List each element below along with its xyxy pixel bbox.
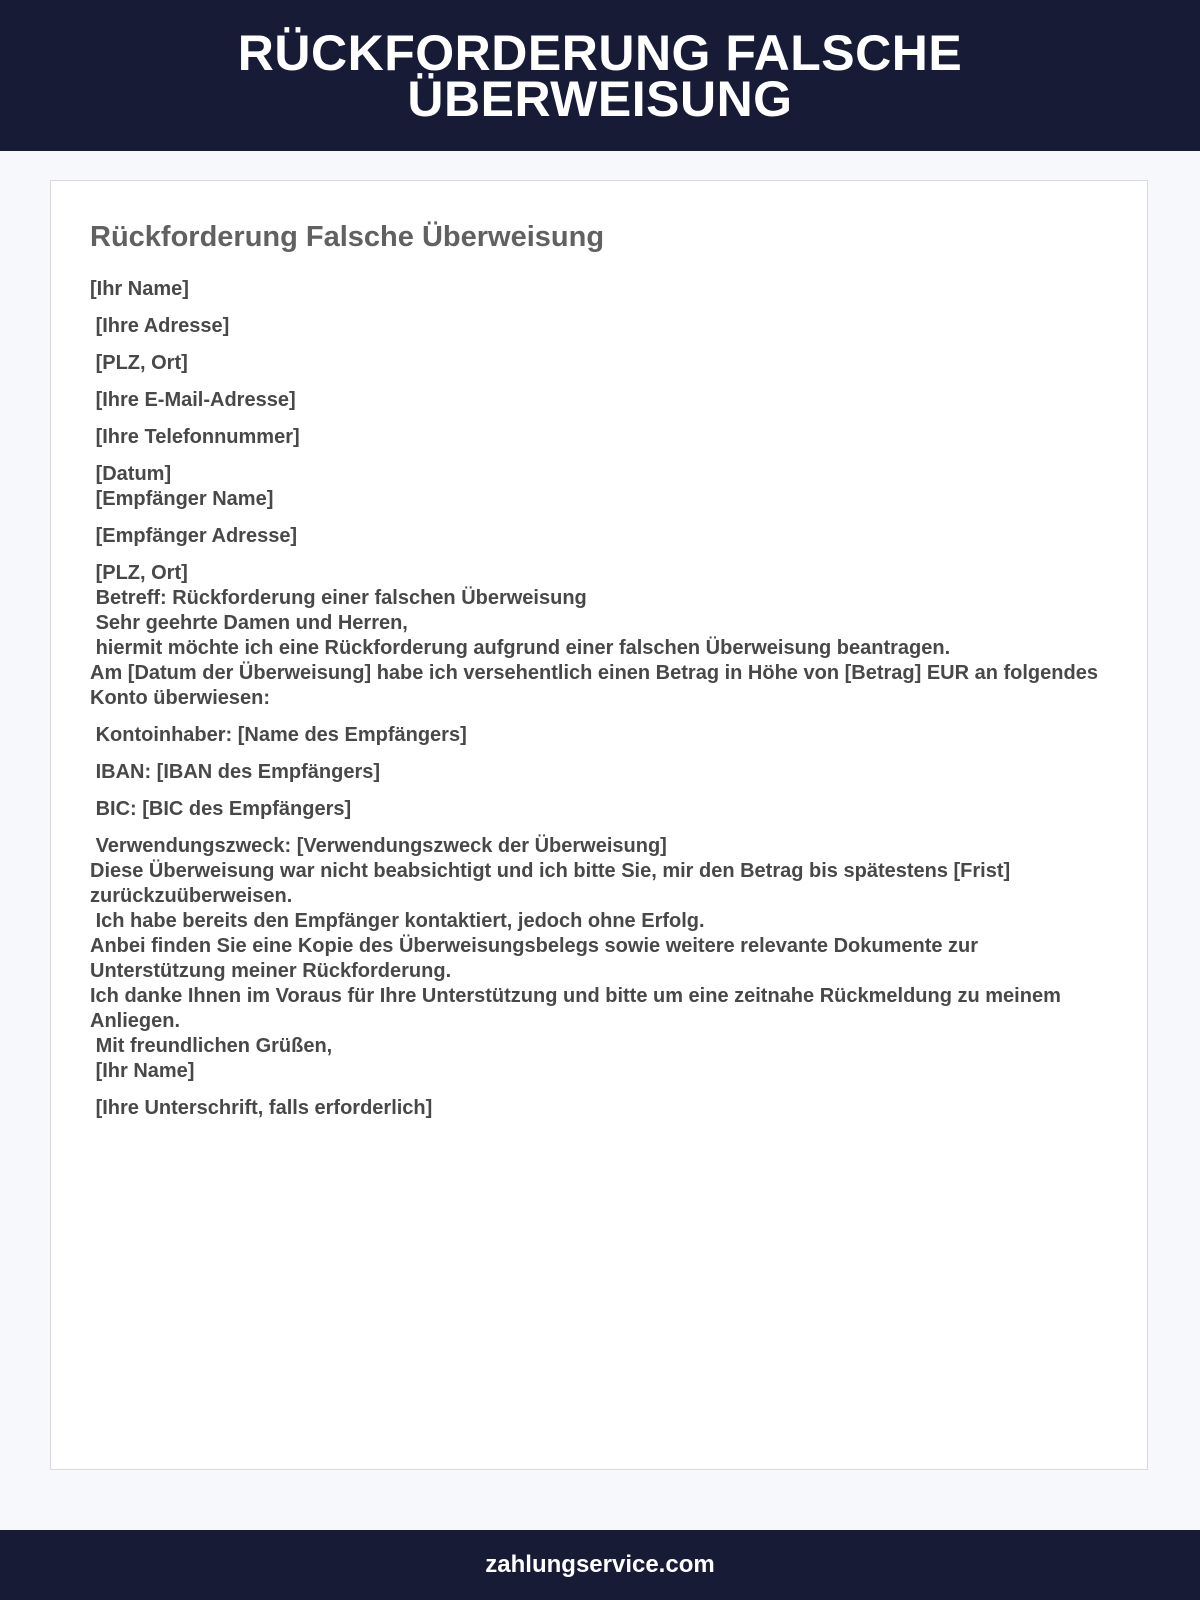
letter-body (90, 277, 1110, 1121)
letter-line: [Ihre Telefonnummer] (90, 426, 300, 448)
page-title: RÜCKFORDERUNG FALSCHE ÜBERWEISUNG (237, 24, 963, 127)
letter-line: IBAN: [IBAN des Empfängers] (90, 761, 381, 783)
letter-line: hiermit möchte ich eine Rückforderung aufgrund einer falschen Überweisung beantragen. (90, 637, 951, 659)
letter-line: Kontoinhaber: [Name des Empfängers] (90, 724, 467, 746)
letter-line: [Ihr Name] (90, 1060, 195, 1082)
letter-line: BIC: [BIC des Empfängers] (90, 798, 352, 820)
letter-line: Am [Datum der Überweisung] habe ich versehentlich einen Betrag in Höhe von [Betrag] EUR an folgendes Konto überwiesen: (90, 662, 1104, 709)
letter-line: [PLZ, Ort] (90, 352, 188, 374)
letter-line: [Empfänger Adresse] (90, 525, 298, 547)
letter-line: Verwendungszweck: [Verwendungszweck der Überweisung] (90, 835, 667, 857)
page-footer (0, 1530, 1200, 1600)
letter-line: [Empfänger Name] (90, 488, 274, 510)
letter-line: [Ihre Adresse] (90, 315, 230, 337)
letter-line: Anbei finden Sie eine Kopie des Überweisungsbelegs sowie weitere relevante Dokumente zur Unterstützung meiner Rückforderung. (90, 935, 984, 982)
footer-site-name: zahlungservice.com (485, 1551, 715, 1578)
letter-line: Ich danke Ihnen im Voraus für Ihre Unterstützung und bitte um eine zeitnahe Rückmeldung zu meinem Anliegen. (90, 985, 1066, 1032)
letter-card (50, 180, 1148, 1470)
letter-line: Diese Überweisung war nicht beabsichtigt und ich bitte Sie, mir den Betrag bis spätestens [Frist] zurückzuüberweisen. (90, 860, 1016, 907)
letter-line: Ich habe bereits den Empfänger kontaktiert, jedoch ohne Erfolg. (90, 910, 705, 932)
document-title: Rückforderung Falsche Überweisung (90, 221, 605, 253)
letter-line: Sehr geehrte Damen und Herren, (90, 612, 408, 634)
letter-line: [PLZ, Ort] (90, 562, 188, 584)
letter-line: Mit freundlichen Grüßen, (90, 1035, 333, 1057)
letter-line: [Ihr Name] (90, 278, 189, 300)
letter-line: [Datum] (90, 463, 172, 485)
letter-line: Betreff: Rückforderung einer falschen Überweisung (90, 587, 587, 609)
letter-line: [Ihre Unterschrift, falls erforderlich] (90, 1097, 433, 1119)
letter-line: [Ihre E-Mail-Adresse] (90, 389, 296, 411)
page-header (0, 0, 1200, 151)
